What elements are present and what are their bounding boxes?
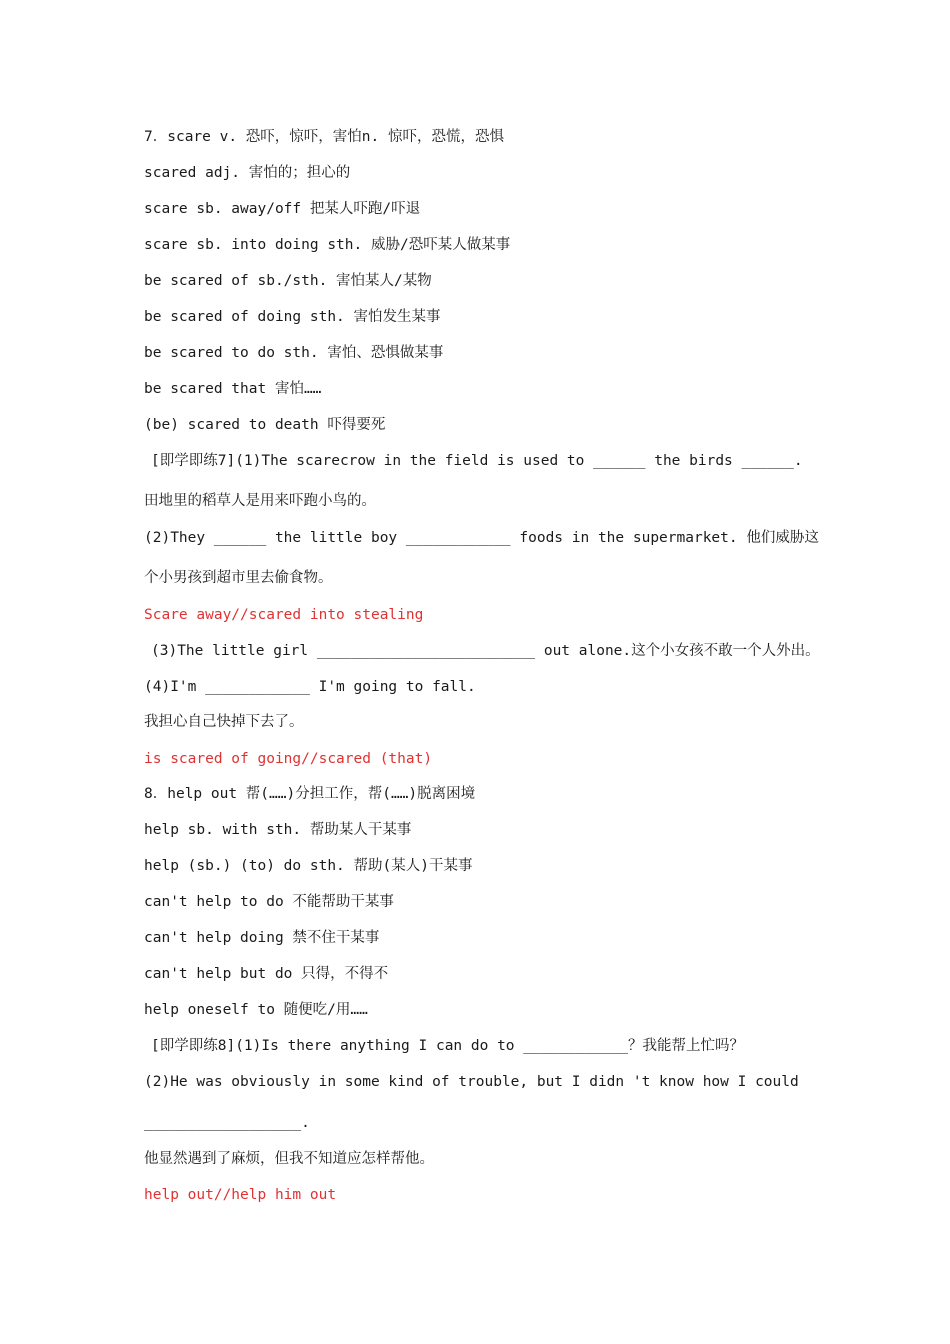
exercise7-q1: [即学即练7](1)The scarecrow in the field is used to ______ the birds ______. (151, 453, 803, 469)
section8-heading: 8．help out 帮(……)分担工作，帮(……)脱离困境 (144, 786, 476, 802)
phrase-line: scared adj. 害怕的；担心的 (144, 165, 351, 181)
phrase-line: scare sb. away/off 把某人吓跑/吓退 (144, 201, 421, 217)
exercise7-q4-translation: 我担心自己快掉下去了。 (144, 714, 304, 730)
exercise7-answer-b: is scared of going//scared (that) (144, 751, 433, 767)
phrase-line: can't help but do 只得，不得不 (144, 966, 389, 982)
phrase-line: be scared to do sth. 害怕、恐惧做某事 (144, 345, 444, 361)
exercise7-q4: (4)I'm ____________ I'm going to fall. (144, 679, 476, 695)
exercise7-q2-translation: 个小男孩到超市里去偷食物。 (144, 570, 333, 586)
phrase-line: help (sb.) (to) do sth. 帮助(某人)干某事 (144, 858, 473, 874)
phrase-line: can't help to do 不能帮助干某事 (144, 894, 394, 910)
phrase-line: be scared of doing sth. 害怕发生某事 (144, 309, 441, 325)
section7-heading: 7．scare v. 恐吓，惊吓，害怕n. 惊吓，恐慌，恐惧 (144, 129, 504, 145)
phrase-line: help oneself to 随便吃/用…… (144, 1002, 368, 1018)
exercise7-q2: (2)They ______ the little boy ____________ foods in the supermarket. 他们威胁这 (144, 530, 819, 546)
phrase-line: be scared of sb./sth. 害怕某人/某物 (144, 273, 432, 289)
exercise7-q3: (3)The little girl _________________________ out alone.这个小女孩不敢一个人外出。 (151, 643, 820, 659)
phrase-line: help sb. with sth. 帮助某人干某事 (144, 822, 412, 838)
phrase-line: (be) scared to death 吓得要死 (144, 417, 386, 433)
phrase-line: be scared that 害怕…… (144, 381, 322, 397)
phrase-line: scare sb. into doing sth. 威胁/恐吓某人做某事 (144, 237, 511, 253)
exercise8-q1: [即学即练8](1)Is there anything I can do to ____________？我能帮上忙吗？ (151, 1038, 745, 1054)
exercise8-q2-blank: __________________. (144, 1115, 310, 1131)
phrase-line: can't help doing 禁不住干某事 (144, 930, 380, 946)
exercise8-q2-translation: 他显然遇到了麻烦，但我不知道应怎样帮他。 (144, 1151, 434, 1167)
exercise7-q1-translation: 田地里的稻草人是用来吓跑小鸟的。 (144, 493, 376, 509)
exercise8-q2: (2)He was obviously in some kind of trouble, but I didn 't know how I could (144, 1074, 799, 1090)
exercise8-answer: help out//help him out (144, 1187, 337, 1203)
exercise7-answer-a: Scare away//scared into stealing (144, 607, 424, 623)
